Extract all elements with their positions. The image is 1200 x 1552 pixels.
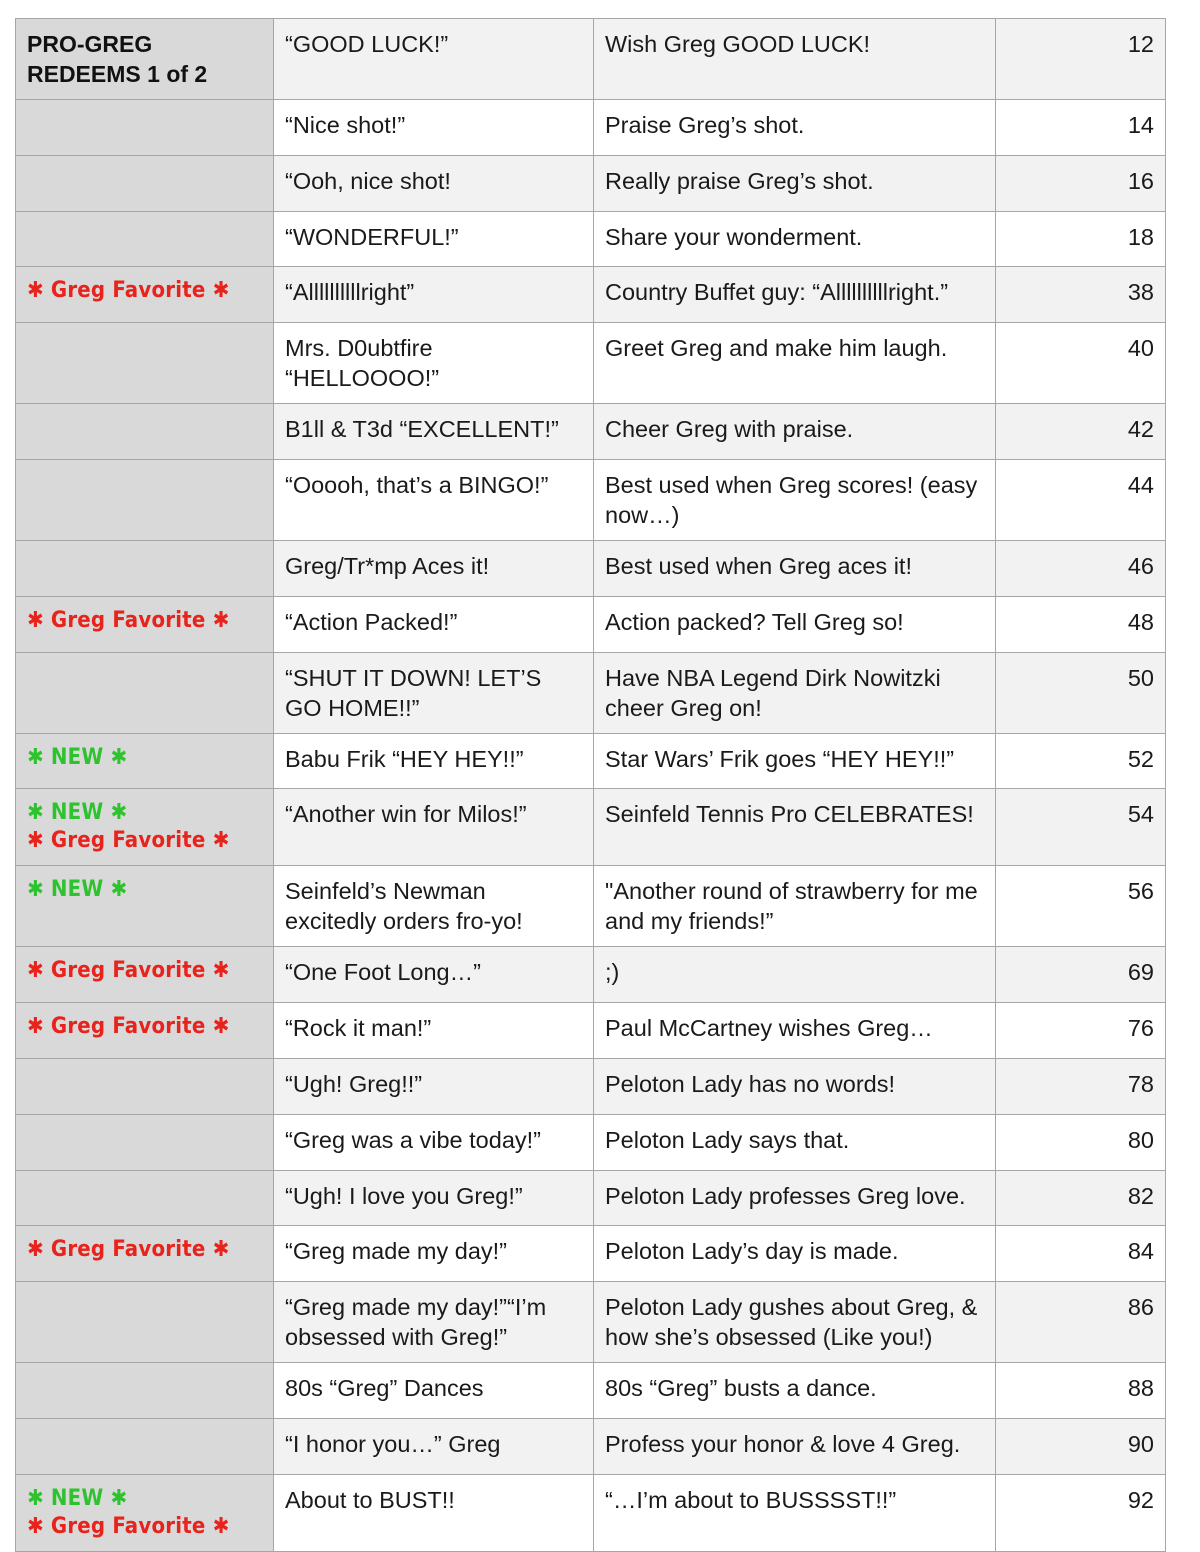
redeem-cost: 16	[996, 155, 1166, 211]
table-row	[16, 947, 1166, 1003]
redeem-description: Country Buffet guy: “Allllllllllright.”	[594, 267, 996, 323]
row-tag-cell	[16, 19, 274, 100]
redeem-name: “Greg made my day!”	[274, 1226, 594, 1282]
table-row	[16, 1226, 1166, 1282]
redeem-name: “I honor you…” Greg	[274, 1418, 594, 1474]
redeem-cost: 54	[996, 789, 1166, 866]
redeem-name: B1ll & T3d “EXCELLENT!”	[274, 404, 594, 460]
row-tag-cell	[16, 947, 274, 1003]
row-tag-cell	[16, 323, 274, 404]
redeem-cost: 90	[996, 1418, 1166, 1474]
redeem-description: Best used when Greg aces it!	[594, 540, 996, 596]
redeem-description: Greet Greg and make him laugh.	[594, 323, 996, 404]
redeem-description: Peloton Lady says that.	[594, 1114, 996, 1170]
redeem-cost: 78	[996, 1058, 1166, 1114]
table-row	[16, 404, 1166, 460]
greg-favorite-badge: ✱ Greg Favorite ✱	[27, 958, 230, 984]
redeem-name: “Ooh, nice shot!	[274, 155, 594, 211]
row-tag-cell	[16, 1226, 274, 1282]
redeem-name: “Allllllllllright”	[274, 267, 594, 323]
redeem-name: “Action Packed!”	[274, 596, 594, 652]
redeem-cost: 48	[996, 596, 1166, 652]
new-badge: ✱ NEW ✱	[27, 1485, 128, 1511]
table-row	[16, 1170, 1166, 1226]
redeem-name: “Another win for Milos!”	[274, 789, 594, 866]
row-tag-cell	[16, 596, 274, 652]
table-row	[16, 652, 1166, 733]
new-badge: ✱ NEW ✱	[27, 877, 128, 903]
redeem-description: Profess your honor & love 4 Greg.	[594, 1418, 996, 1474]
redeem-description: Action packed? Tell Greg so!	[594, 596, 996, 652]
greg-favorite-badge: ✱ Greg Favorite ✱	[27, 278, 230, 304]
row-tag-cell	[16, 211, 274, 267]
redeem-description: Peloton Lady’s day is made.	[594, 1226, 996, 1282]
redeem-description: Peloton Lady gushes about Greg, & how she’s obsessed (Like you!)	[594, 1282, 996, 1363]
row-tag-cell	[16, 866, 274, 947]
row-tag-cell	[16, 1282, 274, 1363]
redeem-description: Best used when Greg scores! (easy now…)	[594, 459, 996, 540]
redeem-description: Cheer Greg with praise.	[594, 404, 996, 460]
redeem-description: 80s “Greg” busts a dance.	[594, 1363, 996, 1419]
table-row	[16, 540, 1166, 596]
greg-favorite-badge: ✱ Greg Favorite ✱	[27, 1237, 230, 1263]
redeem-description: Paul McCartney wishes Greg…	[594, 1003, 996, 1059]
redeem-description: Seinfeld Tennis Pro CELEBRATES!	[594, 789, 996, 866]
row-tag-cell	[16, 1474, 274, 1551]
redeem-name: “WONDERFUL!”	[274, 211, 594, 267]
redeem-description: "Another round of strawberry for me and my friends!”	[594, 866, 996, 947]
row-tag-cell	[16, 404, 274, 460]
table-row	[16, 1003, 1166, 1059]
row-tag-cell	[16, 1170, 274, 1226]
row-tag-cell	[16, 267, 274, 323]
redeem-cost: 18	[996, 211, 1166, 267]
redeem-name: “GOOD LUCK!”	[274, 19, 594, 100]
redeem-name: “Greg was a vibe today!”	[274, 1114, 594, 1170]
table-row	[16, 733, 1166, 789]
redeem-name: “One Foot Long…”	[274, 947, 594, 1003]
redeem-cost: 40	[996, 323, 1166, 404]
row-tag-cell	[16, 1003, 274, 1059]
redeem-description: Peloton Lady has no words!	[594, 1058, 996, 1114]
redeem-description: Wish Greg GOOD LUCK!	[594, 19, 996, 100]
redeem-name: “Greg made my day!”“I’m obsessed with Greg!”	[274, 1282, 594, 1363]
row-tag-cell	[16, 789, 274, 866]
redeem-description: Star Wars’ Frik goes “HEY HEY!!”	[594, 733, 996, 789]
new-badge: ✱ NEW ✱	[27, 744, 128, 770]
sheet-title: PRO-GREG REDEEMS 1 of 2	[27, 31, 208, 87]
redeem-cost: 76	[996, 1003, 1166, 1059]
row-tag-cell	[16, 1114, 274, 1170]
redeem-description: “…I’m about to BUSSSST!!”	[594, 1474, 996, 1551]
table-row	[16, 459, 1166, 540]
row-tag-cell	[16, 459, 274, 540]
redeem-cost: 82	[996, 1170, 1166, 1226]
redeem-name: “Ooooh, that’s a BINGO!”	[274, 459, 594, 540]
table-row	[16, 100, 1166, 156]
redeem-name: Seinfeld’s Newman excitedly orders fro-yo!	[274, 866, 594, 947]
table-row	[16, 1418, 1166, 1474]
redeem-description: Have NBA Legend Dirk Nowitzki cheer Greg on!	[594, 652, 996, 733]
redeems-table	[15, 18, 1166, 1552]
redeem-cost: 52	[996, 733, 1166, 789]
redeem-cost: 86	[996, 1282, 1166, 1363]
row-tag-cell	[16, 100, 274, 156]
redeem-name: “Ugh! Greg!!”	[274, 1058, 594, 1114]
redeem-cost: 50	[996, 652, 1166, 733]
redeem-cost: 42	[996, 404, 1166, 460]
table-row	[16, 1282, 1166, 1363]
table-row	[16, 866, 1166, 947]
row-tag-cell	[16, 1363, 274, 1419]
redeem-cost: 88	[996, 1363, 1166, 1419]
row-tag-cell	[16, 1058, 274, 1114]
redeems-table-body	[16, 19, 1166, 1552]
redeem-description: Really praise Greg’s shot.	[594, 155, 996, 211]
redeem-cost: 38	[996, 267, 1166, 323]
redeem-description: Peloton Lady professes Greg love.	[594, 1170, 996, 1226]
redeem-cost: 84	[996, 1226, 1166, 1282]
redeem-name: “SHUT IT DOWN! LET’S GO HOME!!”	[274, 652, 594, 733]
greg-favorite-badge: ✱ Greg Favorite ✱	[27, 828, 230, 854]
greg-favorite-badge: ✱ Greg Favorite ✱	[27, 1014, 230, 1040]
redeem-name: “Rock it man!”	[274, 1003, 594, 1059]
redeem-name: Babu Frik “HEY HEY!!”	[274, 733, 594, 789]
row-tag-cell	[16, 540, 274, 596]
redeem-cost: 80	[996, 1114, 1166, 1170]
redeem-cost: 56	[996, 866, 1166, 947]
redeem-name: Greg/Tr*mp Aces it!	[274, 540, 594, 596]
redeem-cost: 92	[996, 1474, 1166, 1551]
redeem-name: “Nice shot!”	[274, 100, 594, 156]
row-tag-cell	[16, 1418, 274, 1474]
table-row	[16, 596, 1166, 652]
table-row	[16, 323, 1166, 404]
row-tag-cell	[16, 652, 274, 733]
redeem-cost: 69	[996, 947, 1166, 1003]
row-tag-cell	[16, 733, 274, 789]
redeem-name: “Ugh! I love you Greg!”	[274, 1170, 594, 1226]
row-tag-cell	[16, 155, 274, 211]
redeem-description: ;)	[594, 947, 996, 1003]
redeem-cost: 14	[996, 100, 1166, 156]
redeem-name: 80s “Greg” Dances	[274, 1363, 594, 1419]
table-row	[16, 1474, 1166, 1551]
table-row	[16, 155, 1166, 211]
table-row	[16, 267, 1166, 323]
table-row	[16, 211, 1166, 267]
redeem-description: Praise Greg’s shot.	[594, 100, 996, 156]
redeem-cost: 12	[996, 19, 1166, 100]
redeem-description: Share your wonderment.	[594, 211, 996, 267]
greg-favorite-badge: ✱ Greg Favorite ✱	[27, 607, 230, 633]
greg-favorite-badge: ✱ Greg Favorite ✱	[27, 1513, 230, 1539]
table-row	[16, 1114, 1166, 1170]
table-row	[16, 789, 1166, 866]
new-badge: ✱ NEW ✱	[27, 800, 128, 826]
table-row	[16, 19, 1166, 100]
redeem-name: About to BUST!!	[274, 1474, 594, 1551]
table-row	[16, 1363, 1166, 1419]
table-row	[16, 1058, 1166, 1114]
redeem-cost: 44	[996, 459, 1166, 540]
redeem-cost: 46	[996, 540, 1166, 596]
redeem-name: Mrs. D0ubtfire “HELLOOOO!”	[274, 323, 594, 404]
